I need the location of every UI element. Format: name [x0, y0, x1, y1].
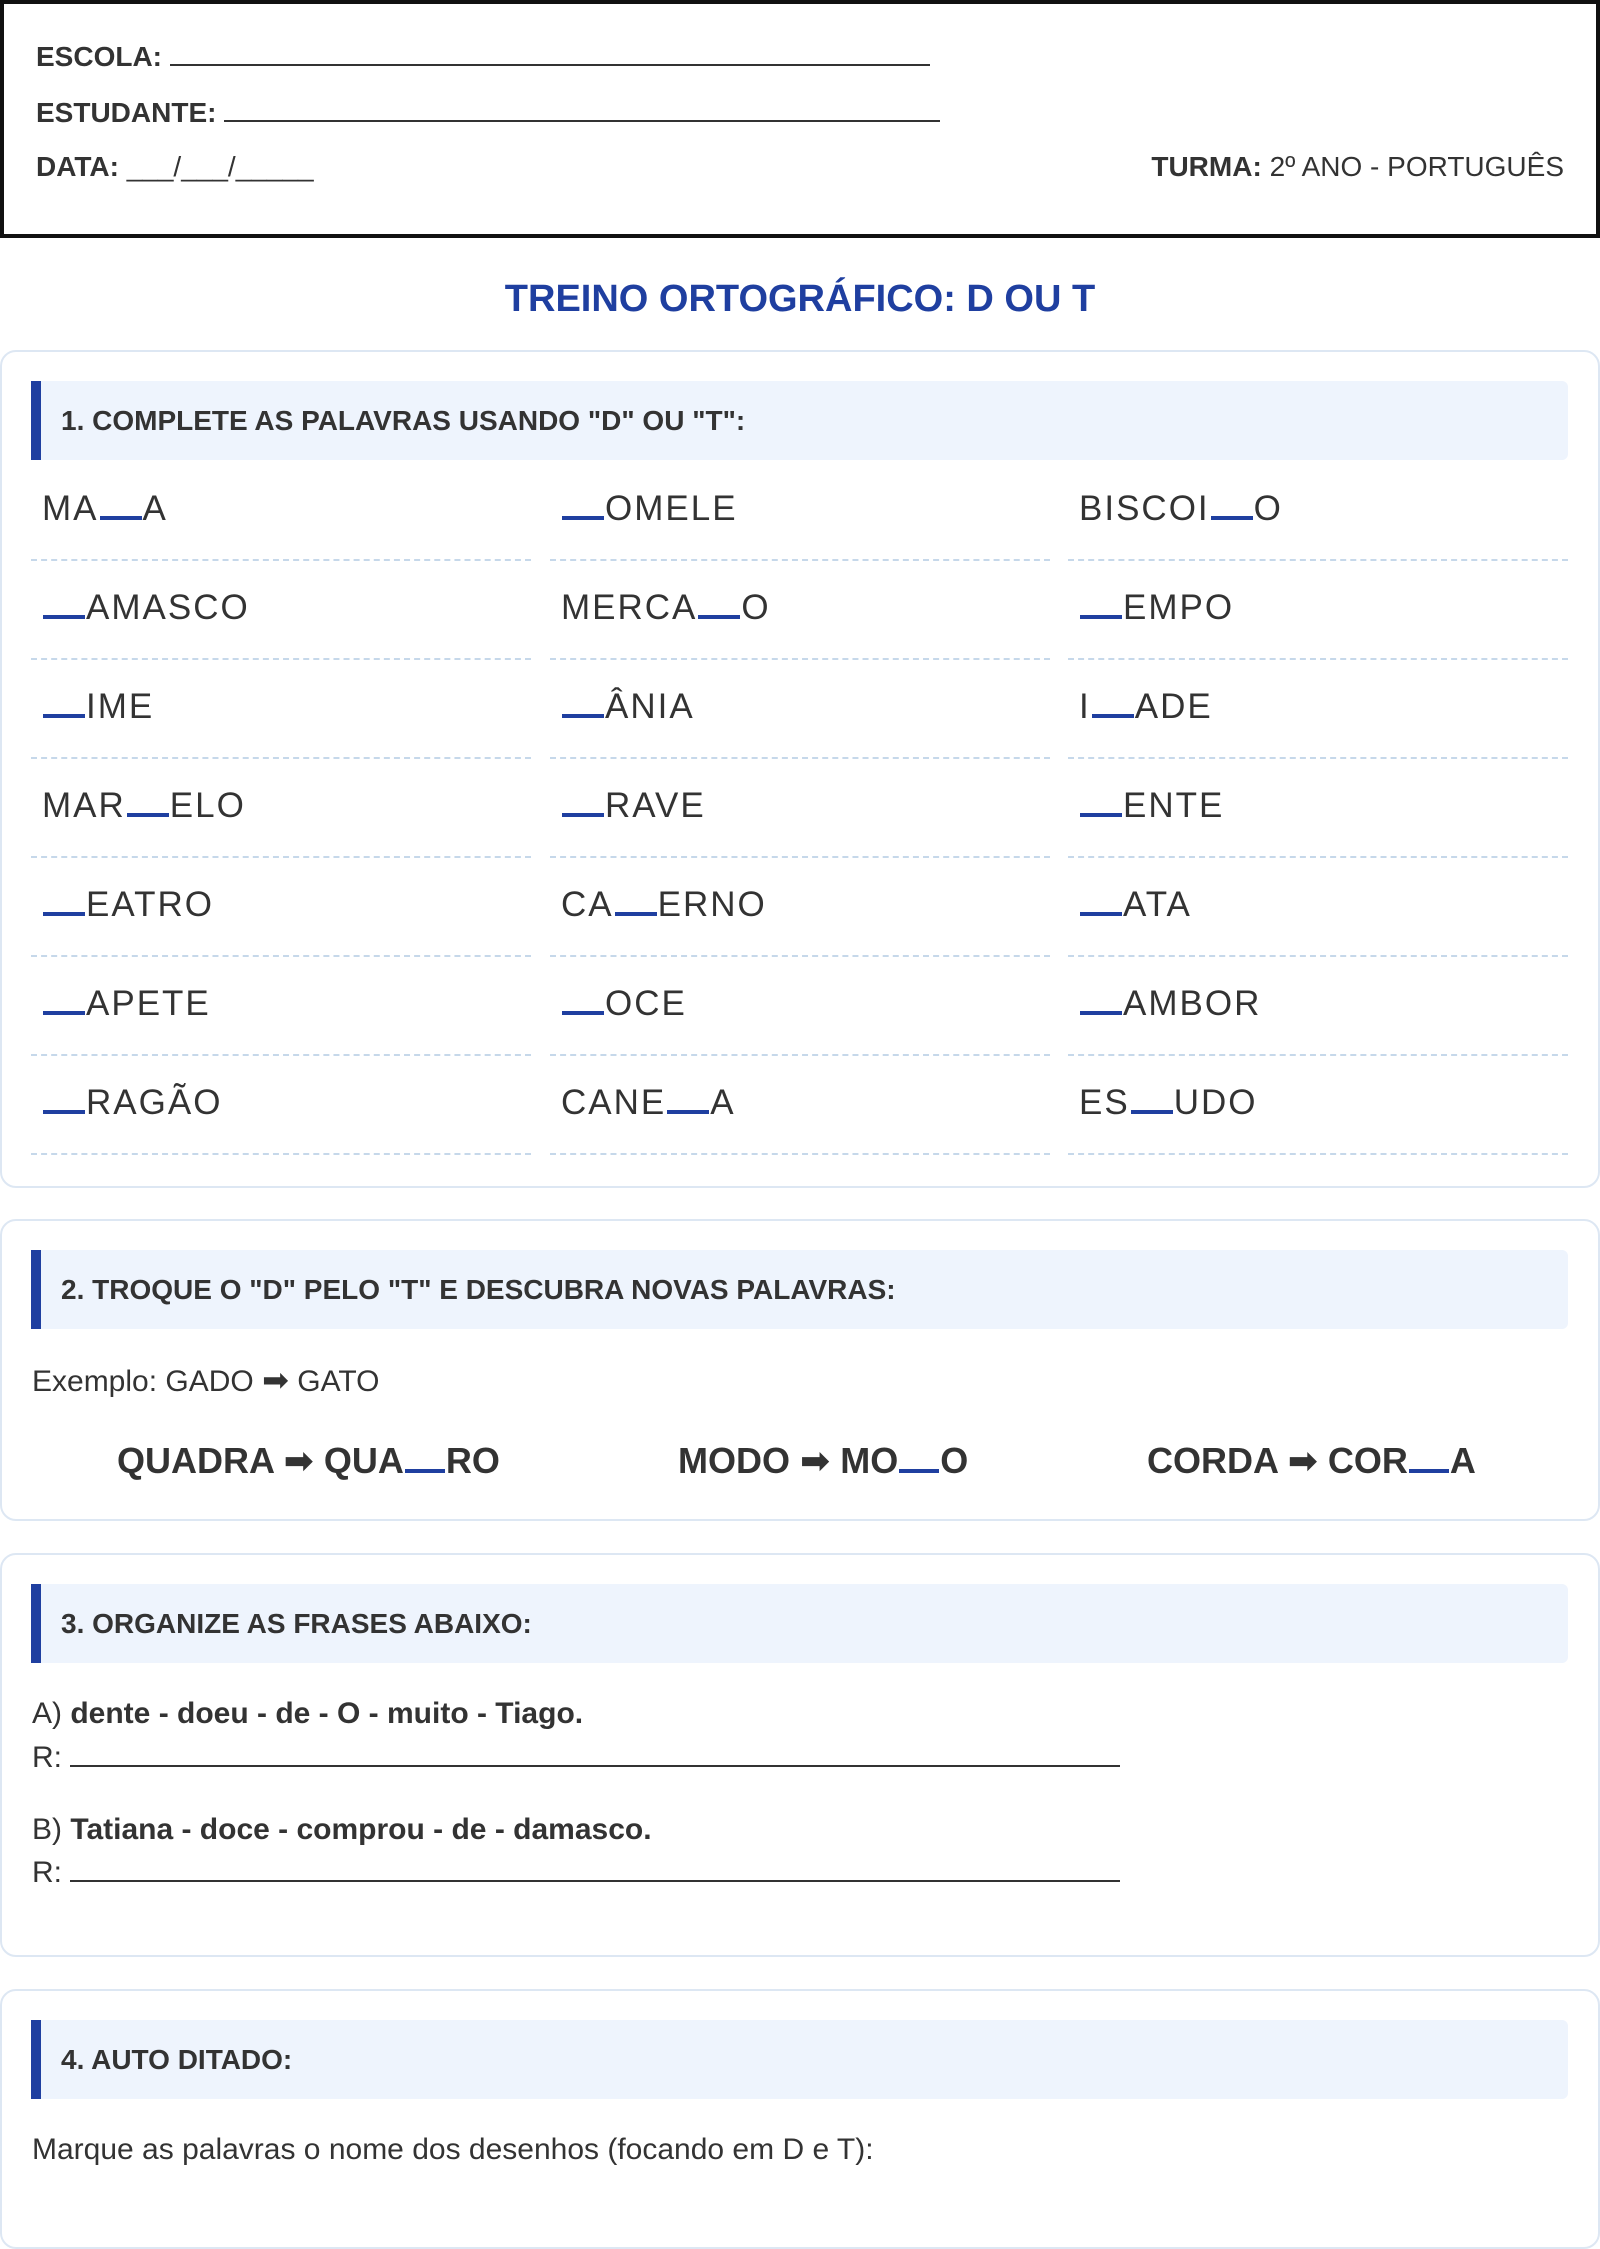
example-label: Exemplo: GADO — [32, 1365, 254, 1398]
word-item — [31, 956, 531, 1056]
data-field[interactable]: ___/___/_____ — [126, 151, 314, 182]
word-item — [1068, 659, 1568, 759]
word-item — [31, 659, 531, 759]
swap-before: COR — [1327, 1440, 1408, 1481]
example-line — [32, 1361, 379, 1399]
section-2-heading: 2. TROQUE O "D" PELO "T" E DESCUBRA NOVAS PALAVRAS: — [31, 1250, 1568, 1329]
word-end: OCE — [605, 984, 687, 1023]
escola-field[interactable] — [170, 64, 930, 66]
word-end: ÂNIA — [605, 687, 695, 726]
word-item — [31, 461, 531, 561]
word-start: MERCA — [561, 588, 698, 627]
section-4-instruction: Marque as palavras o nome dos desenhos (focando em D e T): — [32, 2133, 874, 2166]
word-item — [550, 560, 1050, 660]
word-item — [550, 461, 1050, 561]
word-end: IME — [86, 687, 155, 726]
section-1-heading: 1. COMPLETE AS PALAVRAS USANDO "D" OU "T": — [31, 381, 1568, 460]
word-start: MAR — [42, 786, 126, 825]
estudante-label: ESTUDANTE: — [36, 97, 217, 128]
student-info-header — [0, 0, 1600, 238]
letter-blank[interactable] — [698, 615, 740, 619]
answer-blank[interactable] — [899, 1469, 939, 1473]
word-item — [31, 857, 531, 957]
letter-blank[interactable] — [1080, 912, 1122, 916]
letter-blank[interactable] — [43, 615, 85, 619]
word-start: BISCOI — [1079, 489, 1210, 528]
word-start: ES — [1079, 1083, 1130, 1122]
swap-after: RO — [445, 1440, 500, 1481]
sentence-a — [32, 1697, 583, 1731]
turma-label: TURMA: — [1151, 151, 1262, 182]
word-item — [550, 659, 1050, 759]
word-end: UDO — [1173, 1083, 1258, 1122]
letter-blank[interactable] — [43, 912, 85, 916]
letter-blank[interactable] — [43, 714, 85, 718]
word-end: ENTE — [1123, 786, 1225, 825]
letter-blank[interactable] — [562, 714, 604, 718]
word-start: I — [1079, 687, 1091, 726]
letter-blank[interactable] — [1080, 1011, 1122, 1015]
estudante-field[interactable] — [224, 120, 940, 122]
word-end: EATRO — [86, 885, 214, 924]
turma-row — [1151, 151, 1564, 183]
swap-before: QUA — [323, 1440, 404, 1481]
word-end: ATA — [1123, 885, 1192, 924]
turma-value: 2º ANO - PORTUGUÊS — [1269, 151, 1564, 182]
sentence-a-text: dente - doeu - de - O - muito - Tiago. — [70, 1697, 584, 1730]
swap-word: QUADRA — [117, 1440, 274, 1481]
word-end: EMPO — [1123, 588, 1235, 627]
letter-blank[interactable] — [1080, 615, 1122, 619]
answer-a-label: R: — [32, 1741, 62, 1774]
word-item — [31, 758, 531, 858]
swap-after: A — [1449, 1440, 1476, 1481]
sentence-b — [32, 1813, 652, 1847]
word-end: RAGÃO — [86, 1083, 223, 1122]
swap-word: CORDA — [1147, 1440, 1278, 1481]
answer-b-line[interactable] — [70, 1879, 1120, 1882]
word-end: APETE — [86, 984, 211, 1023]
word-end: ELO — [169, 786, 246, 825]
word-end: A — [710, 1083, 736, 1122]
estudante-row — [36, 97, 940, 129]
word-end: A — [142, 489, 168, 528]
section-3-heading: 3. ORGANIZE AS FRASES ABAIXO: — [31, 1584, 1568, 1663]
word-end: ADE — [1134, 687, 1213, 726]
example-result: GATO — [297, 1365, 380, 1398]
word-item — [1068, 1055, 1568, 1155]
swap-item-2 — [678, 1440, 968, 1482]
word-start: MA — [42, 489, 99, 528]
answer-a — [32, 1741, 1120, 1775]
word-item — [1068, 857, 1568, 957]
answer-b-label: R: — [32, 1856, 62, 1889]
data-row — [36, 151, 314, 183]
answer-b — [32, 1856, 1120, 1890]
letter-blank[interactable] — [562, 1011, 604, 1015]
swap-after: O — [940, 1440, 969, 1481]
answer-blank[interactable] — [1409, 1469, 1449, 1473]
word-start: CANE — [561, 1083, 667, 1122]
answer-a-line[interactable] — [70, 1764, 1120, 1767]
letter-blank[interactable] — [615, 912, 657, 916]
escola-row — [36, 41, 930, 73]
word-end: O — [741, 588, 771, 627]
letter-blank[interactable] — [1092, 714, 1134, 718]
letter-blank[interactable] — [1080, 813, 1122, 817]
swap-word: MODO — [678, 1440, 790, 1481]
arrow-icon: ➡ — [1287, 1440, 1318, 1481]
answer-blank[interactable] — [405, 1469, 445, 1473]
word-item — [1068, 560, 1568, 660]
word-end: O — [1253, 489, 1283, 528]
word-item — [31, 1055, 531, 1155]
letter-blank[interactable] — [1211, 516, 1253, 520]
letter-blank[interactable] — [127, 813, 169, 817]
word-end: AMASCO — [86, 588, 250, 627]
page-title: TREINO ORTOGRÁFICO: D OU T — [504, 278, 1096, 320]
letter-blank[interactable] — [667, 1110, 709, 1114]
section-4-heading: 4. AUTO DITADO: — [31, 2020, 1568, 2099]
letter-blank[interactable] — [1131, 1110, 1173, 1114]
word-item — [550, 857, 1050, 957]
arrow-icon: ➡ — [800, 1440, 831, 1481]
word-item — [1068, 956, 1568, 1056]
letter-blank[interactable] — [100, 516, 142, 520]
word-end: AMBOR — [1123, 984, 1262, 1023]
swap-before: MO — [840, 1440, 899, 1481]
letter-blank[interactable] — [562, 813, 604, 817]
word-item — [1068, 758, 1568, 858]
word-item — [31, 560, 531, 660]
word-end: ERNO — [657, 885, 767, 924]
word-item — [1068, 461, 1568, 561]
swap-item-1 — [117, 1440, 500, 1482]
letter-blank[interactable] — [562, 516, 604, 520]
word-item — [550, 758, 1050, 858]
escola-label: ESCOLA: — [36, 41, 162, 72]
word-end: OMELE — [605, 489, 738, 528]
sentence-b-label: B) — [32, 1813, 62, 1846]
sentence-b-text: Tatiana - doce - comprou - de - damasco. — [70, 1813, 652, 1846]
arrow-icon: ➡ — [283, 1440, 314, 1481]
letter-blank[interactable] — [43, 1011, 85, 1015]
word-item — [550, 956, 1050, 1056]
word-end: RAVE — [605, 786, 706, 825]
word-start: CA — [561, 885, 614, 924]
data-label: DATA: — [36, 151, 119, 182]
letter-blank[interactable] — [43, 1110, 85, 1114]
arrow-icon: ➡ — [262, 1362, 289, 1398]
word-item — [550, 1055, 1050, 1155]
sentence-a-label: A) — [32, 1697, 62, 1730]
swap-item-3 — [1147, 1440, 1476, 1482]
